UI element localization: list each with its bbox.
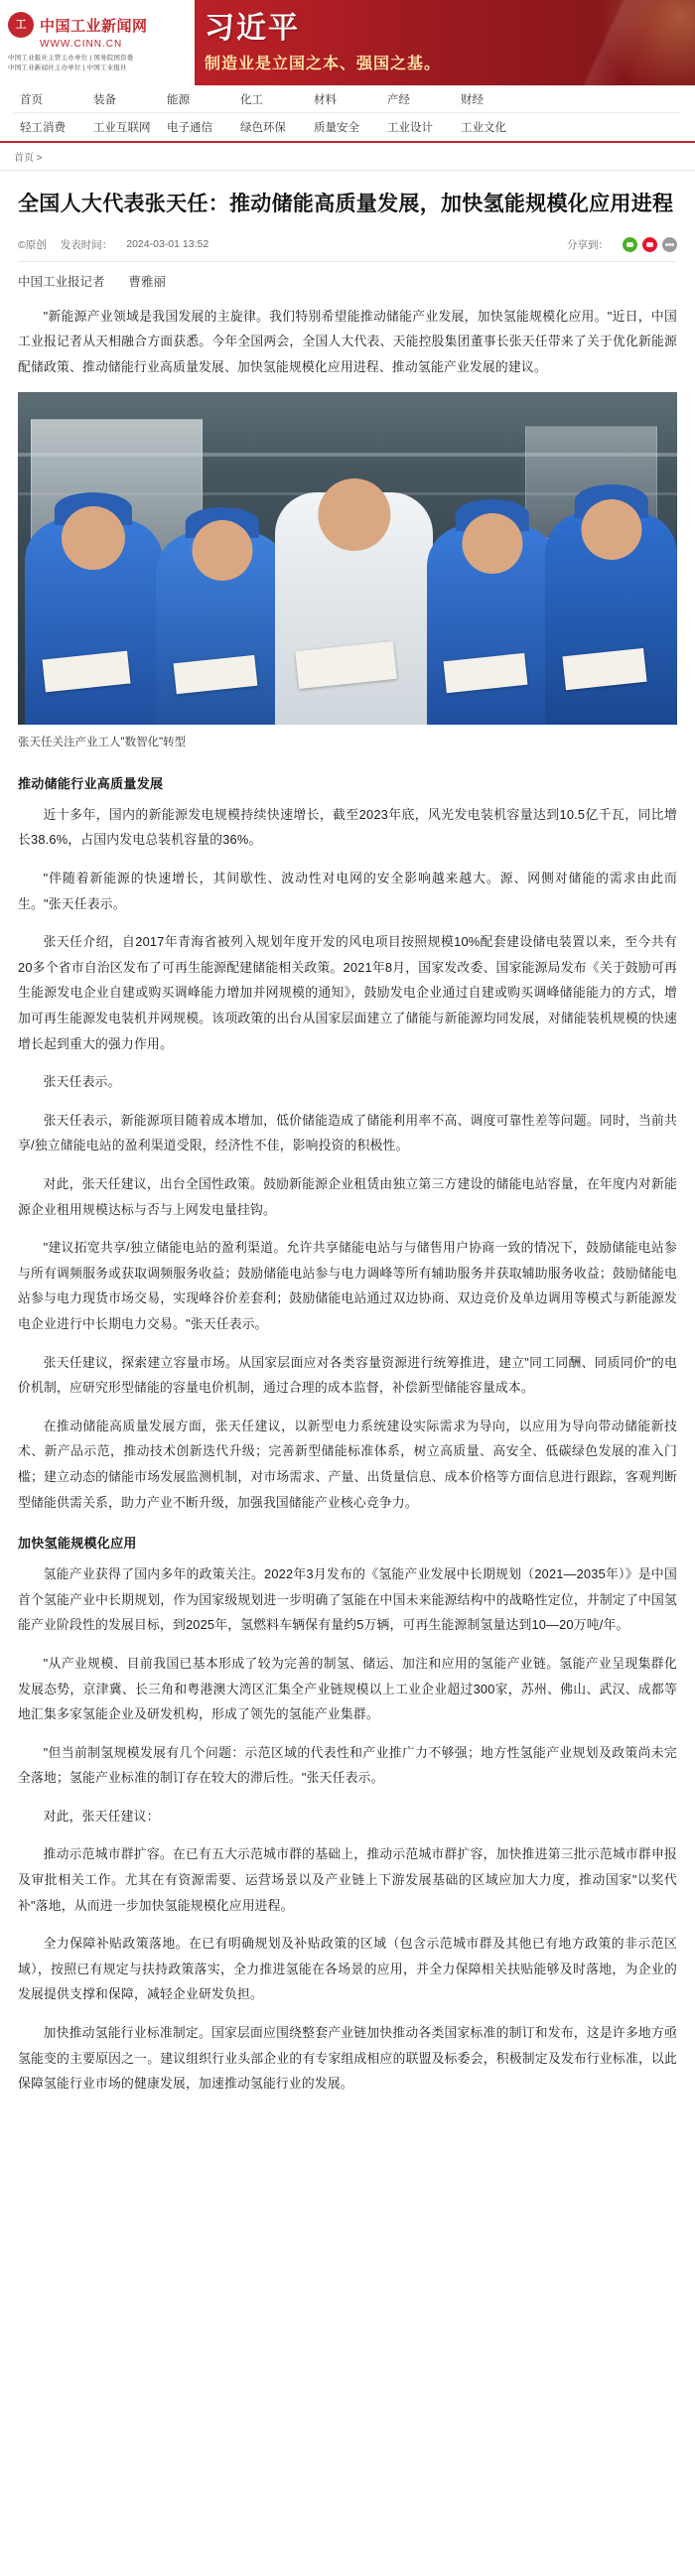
nav-item-electronics[interactable]: 电子通信	[167, 122, 212, 134]
nav-item-chemical[interactable]: 化工	[240, 93, 263, 106]
byline-source: 中国工业报记者	[18, 274, 105, 289]
paragraph: "但当前制氢规模发展有几个问题：示范区域的代表性和产业推广力不够强；地方性氢能产业规划及政策尚未完全落地；氢能产业标准的制订存在较大的滞后性。"张天任表示。	[18, 1744, 677, 1786]
banner-slogan-block	[195, 0, 695, 85]
nav-item-industrial-design[interactable]: 工业设计	[387, 122, 433, 134]
origin-badge: ©原创	[18, 238, 47, 251]
paragraph: "伴随着新能源的快速增长，其间歇性、波动性对电网的安全影响越来越大。源、网侧对储能的需求由此而生。"张天任表示。	[18, 871, 677, 911]
weibo-icon[interactable]	[642, 237, 657, 252]
paragraph: 推动示范城市群扩容。在已有五大示范城市群的基础上，推动示范城市群扩容，加快推进第三批示范城市群申报及审批相关工作。尤其在有资源需要、运营场景以及产业链上下游发展基础的区域应加大力度，推动国家"以奖代补"落地，从而进一步加快氢能规模化应用进程。	[18, 1846, 677, 1913]
paragraph: 对此，张天任建议，出台全国性政策。鼓励新能源企业租赁由独立第三方建设的储能电站容量，在年度内对新能源企业租用规模达标与否与上网发电量挂钩。	[18, 1176, 677, 1217]
byline-author: 曹雅丽	[128, 274, 167, 289]
paragraph: "建议拓宽共享/独立储能电站的盈利渠道。允许共享储能电站与与储售用户协商一致的情况下，鼓励储能电站参与所有调频服务或获取调频服务收益；鼓励储能电站参与电力调峰等所有辅助服务并获取辅助服务收益；鼓励储能电站参与电力现货市场交易，实现峰谷价差套利；鼓励储能电站通过双边协商、双边竞价及单边调用等模式与新能源发电企业进行中长期电力交易。"张天任表示。	[18, 1240, 677, 1331]
nav-item-light-consumer[interactable]: 轻工消费	[20, 122, 66, 134]
paragraph: 近十多年，国内的新能源发电规模持续快速增长，截至2023年底，风光发电装机容量达到10.5亿千瓦，同比增长38.6%，占国内发电总装机容量的36%。	[18, 806, 677, 848]
article-lead-paragraph: "新能源产业领域是我国发展的主旋律。我们特别希望能推动储能产业发展，加快氢能规模化应用。"近日，中国工业报记者从天相融合方面获悉。今年全国两会，全国人大代表、天能控股集团董事长张天任带来了关于优化新能源配储政策、推动储能行业高质量发展、加快氢能规模化应用进程、推动氢能产业发展的建议。	[18, 308, 677, 374]
article-figure	[18, 392, 677, 755]
page-title: 全国人大代表张天任：推动储能高质量发展，加快氢能规模化应用进程	[18, 193, 674, 215]
main-navigation	[0, 85, 695, 143]
site-logo-block[interactable]	[0, 0, 195, 85]
banner-subtitle: 制造业是立国之本、强国之基。	[205, 56, 442, 72]
nav-item-finance[interactable]: 财经	[461, 93, 484, 106]
paragraph: 对此，张天任建议：	[43, 1808, 160, 1824]
photo-caption: 张天任关注产业工人"数智化"转型	[18, 737, 187, 749]
paragraph: 全力保障补贴政策落地。在已有明确规划及补贴政策的区域（包含示范城市群及其他已有地方政策的非示范区域），按照已有规定与扶持政策落实，全力推进氢能在各场景的应用，并全力保障相关扶贴能够及时落地，为企业的发展提供支撑和保障，减轻企业研发负担。	[18, 1936, 677, 2002]
paragraph: "从产业规模、目前我国已基本形成了较为完善的制氢、储运、加注和应用的氢能产业链。氢能产业呈现集群化发展态势，京津冀、长三角和粤港澳大湾区汇集全产业链规模以上工业企业超过300家，苏州、佛山、武汉、成都等地汇集多家氢能企业及研发机构，形成了领先的氢能产业集群。	[18, 1655, 677, 1722]
share-icon-group	[623, 237, 677, 252]
logo-row	[8, 12, 195, 38]
publish-label: 发表时间：	[60, 238, 113, 251]
nav-item-industrial-internet[interactable]: 工业互联网	[93, 122, 151, 134]
breadcrumb-home-link[interactable]: 首页 >	[14, 153, 43, 164]
paragraph: 张天任建议，探索建立容量市场。从国家层面应对各类容量资源进行统筹推进，建立"同工同酬、同质同价"的电价机制，应研究形型储能的容量电价机制，通过合理的成本监督，补偿新型储能容量成本。	[18, 1354, 677, 1396]
nav-item-green-environment[interactable]: 绿色环保	[240, 122, 286, 134]
site-url: WWW.CINN.CN	[40, 39, 123, 51]
nav-row-primary	[14, 85, 681, 113]
wechat-icon[interactable]	[623, 237, 637, 252]
publish-time: 2024-03-01 13:52	[126, 238, 209, 251]
more-icon[interactable]	[662, 237, 677, 252]
logo-mark-icon: 工	[8, 12, 34, 38]
paragraph: 在推动储能高质量发展方面，张天任建议，以新型电力系统建设实际需求为导向，以应用为导向带动储能新技术、新产品示范，推动技术创新迭代升级；完善新型储能标准体系，树立高质量、高安全、低碳绿色发展的准入门槛；建立动态的储能市场发展监测机制，对市场需求、产量、出货量信息、成本价格等方面信息进行跟踪，客观判断型储能供需关系，助力产业不断升级，加强我国储能产业核心竞争力。	[18, 1418, 677, 1510]
logo-sub-line-1: 中国工业报社主管主办单位 | 国务院国资委	[8, 55, 134, 63]
paragraph: 加快推动氢能行业标准制定。国家层面应围绕整套产业链加快推动各类国家标准的制订和发布，这是许多地方亟氢能变的主要原因之一。建议组织行业头部企业的有专家组成相应的联盟及标委会，积极制定及发布行业标准，以此保障氢能行业市场的健康发展，加速推动氢能行业的发展。	[18, 2025, 677, 2092]
nav-item-industrial-culture[interactable]: 工业文化	[461, 122, 506, 134]
paragraph: 张天任表示，新能源项目随着成本增加，低价储能造成了储能利用率不高、调度可靠性差等问题。同时，当前共享/独立储能电站的盈利渠道受限，经济性不佳，影响投资的积极性。	[18, 1112, 677, 1153]
paragraph: 张天任表示。	[43, 1074, 121, 1090]
nav-item-materials[interactable]: 材料	[314, 93, 337, 106]
nav-item-quality-safety[interactable]: 质量安全	[314, 122, 359, 134]
nav-row-secondary	[14, 113, 681, 141]
paragraph: 氢能产业获得了国内多年的政策关注。2022年3月发布的《氢能产业发展中长期规划（2021—2035年）》是中国首个氢能产业中长期规划，作为国家级规划进一步明确了氢能在中国未来能源结构中的战略性定位，并制定了中国氢能产业阶段性的发展目标，到2025年，氢燃料车辆保有量约5万辆，可再生能源制氢量达到10—20万吨/年。	[18, 1566, 677, 1633]
article-photo	[18, 392, 677, 725]
paragraph: 张天任介绍，自2017年青海省被列入规划年度开发的风电项目按照规模10%配套建设储电装置以来，至今共有20多个省市自治区发布了可再生能源配建储能相关政策。2021年8月，国家发改委、国家能源局发布《关于鼓励可再生能源发电企业自建或购买调峰能力增加并网规模的通知》，鼓励发电企业通过自建或购买调峰储能能力的方式，增加可再生能源发电装机并网规模。该项政策的出台从国家层面建立了储能与新能源均同发展，对储能装机规模的快速增长起到重大的强力作用。	[18, 934, 677, 1051]
nav-item-equipment[interactable]: 装备	[93, 93, 116, 106]
nav-item-energy[interactable]: 能源	[167, 93, 190, 106]
article-meta	[18, 237, 677, 262]
site-logo-subtitle	[8, 54, 195, 73]
site-banner	[0, 0, 695, 85]
section-heading-hydrogen: 加快氢能规模化应用	[18, 1536, 137, 1552]
byline	[18, 272, 677, 290]
article-container	[0, 171, 695, 2139]
breadcrumb	[0, 143, 695, 171]
site-logo-text: 中国工业新闻网	[40, 17, 148, 35]
share-label: 分享到：	[567, 238, 609, 251]
section-heading-storage: 推动储能行业高质量发展	[18, 775, 164, 791]
logo-sub-line-2: 中国工业新闻社主办单位 | 中国工业报社	[8, 65, 127, 71]
banner-title: 习近平	[205, 12, 300, 45]
nav-item-home[interactable]: 首页	[20, 93, 43, 106]
nav-item-industry-economy[interactable]: 产经	[387, 93, 410, 106]
